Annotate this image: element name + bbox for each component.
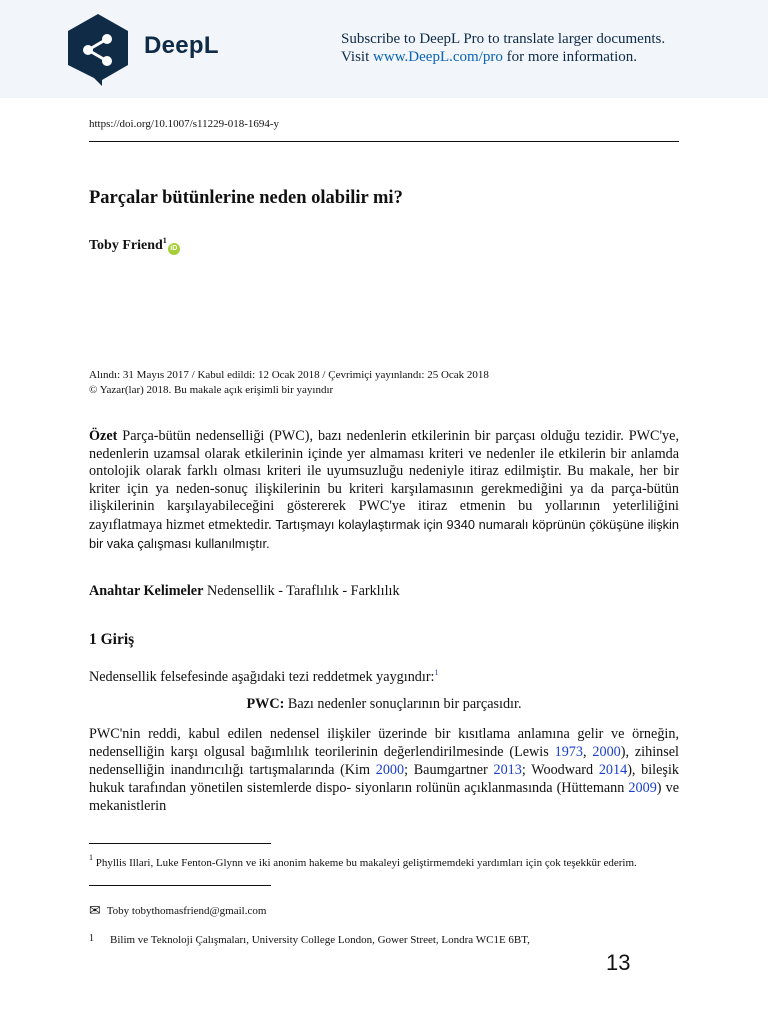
para-text: ; Baumgartner — [404, 762, 494, 778]
journal-mark-text: 13 — [606, 951, 631, 973]
author-line — [89, 236, 180, 255]
deepl-pro-link[interactable]: www.DeepL.com/pro — [373, 49, 503, 65]
author-name: Toby Friend — [89, 238, 163, 253]
section-heading: 1 Giriş — [89, 631, 135, 648]
contact-line — [89, 903, 266, 920]
dates-line: Alındı: 31 Mayıs 2017 / Kabul edildi: 12 Ocak 2018 / Çevrimiçi yayınlandı: 25 Ocak 2018 — [89, 369, 489, 381]
para-text: , — [582, 744, 593, 760]
abstract-tail: Tartışmayı kolaylaştırmak için 9340 numaralı köprünün çöküşüne ilişkin bir vaka çalışması kullanılmıştır. — [89, 516, 680, 551]
pwc-thesis — [0, 696, 768, 713]
affiliation-text: Bilim ve Teknoloji Çalışmaları, University College London, Gower Street, Londra WC1E 6BT, — [110, 934, 530, 946]
citation-link[interactable]: 2000 — [592, 744, 621, 760]
footnote — [89, 850, 679, 871]
para-text: ) ve mekanistlerin — [89, 780, 679, 814]
keywords-list: Nedensellik - Taraflılık - Farklılık — [203, 583, 400, 599]
footnote-text: Phyllis Illari, Luke Fenton-Glynn ve iki anonim hakeme bu makaleyi geliştirmemdeki yardımları için çok teşekkür ederim. — [93, 857, 637, 869]
promo-visit-text: Visit — [341, 49, 374, 65]
keywords-label: Anahtar Kelimeler — [89, 583, 204, 599]
pwc-text: Bazı nedenler sonuçlarının bir parçasıdır. — [284, 696, 522, 712]
intro-sentence — [89, 668, 439, 686]
author-affiliation-sup: 1 — [162, 236, 167, 245]
keywords-line — [89, 583, 400, 600]
paper-title: Parçalar bütünlerine neden olabilir mi? — [89, 188, 403, 208]
para-text: ; Woodward — [521, 762, 599, 778]
affiliation-number: 1 — [89, 933, 94, 944]
orcid-icon[interactable]: iD — [168, 243, 180, 255]
body-paragraph — [89, 725, 679, 815]
para-text: PWC'nin reddi, kabul edilen nedensel ilişkiler üzerinde bir kısıtlama anlamına gelir ve örneğin, nedenselliğin karşı olgusal bağımlılık teorilerinin değerlendirilmesinde (Lewis — [89, 726, 679, 760]
para-text: ), bileşik hukuk tarafından yönetilen sistemlerde dispo- siyonların rolünün açıklanmasında (Hüttemann — [89, 762, 679, 796]
deepl-logo-icon[interactable] — [64, 12, 132, 86]
mail-icon: ✉ — [89, 904, 101, 919]
promo-message — [341, 30, 665, 66]
citation-link[interactable]: 2000 — [375, 762, 405, 778]
promo-tail-text: for more information. — [502, 49, 637, 65]
footnote-ref-link[interactable]: 1 — [434, 668, 439, 677]
citation-link[interactable]: 2009 — [628, 780, 657, 796]
promo-line-1: Subscribe to DeepL Pro to translate larger documents. — [341, 31, 666, 47]
intro-text: Nedensellik felsefesinde aşağıdaki tezi reddetmek yaygındır: — [89, 669, 435, 685]
citation-link[interactable]: 2013 — [493, 762, 522, 778]
para-text: ), zihinsel nedenselliğin inandırıcılığı tartışmalarında (Kim — [89, 744, 679, 778]
promo-line-2 — [341, 48, 665, 66]
citation-link[interactable]: 1973 — [554, 744, 583, 760]
citation-link[interactable]: 2014 — [598, 762, 628, 778]
springer-journal-logo — [606, 951, 670, 973]
abstract-label: Özet — [89, 428, 118, 444]
abstract — [89, 428, 679, 553]
affiliation-line — [89, 933, 530, 946]
header-rule — [89, 141, 679, 142]
footnote-rule — [89, 843, 271, 844]
copyright-line: © Yazar(lar) 2018. Bu makale açık erişimli bir yayındır — [89, 384, 334, 396]
publication-dates — [89, 368, 489, 398]
deepl-logo-text: DeepL — [144, 32, 219, 59]
doi-link[interactable]: https://doi.org/10.1007/s11229-018-1694-y — [89, 118, 280, 130]
deepl-banner — [0, 0, 768, 98]
abstract-body: Parça-bütün nedenselliği (PWC), bazı nedenlerin etkilerinin bir parçası olduğu tezidir. PWC'ye, nedenlerin uzamsal olarak etkilerinin içinde yer almaması kriteri ve nedenler ile etkilerin bir anlamda ontolojik olarak farklı olması kriteri ile uyumsuzluğu nedeniyle itiraz edilmiştir. Bu makale, her bir kriter için ya neden-sonuç ilişkilerinin bu kriteri karşılamasının gerekmediğini ya da parça-bütün ilişkilerinin karşılayabileceğini göstererek PWC'ye itiraz etmenin bu yollarının yeterliliğini zayıflatmaya hizmet etmektedir. — [89, 428, 679, 533]
footnote-rule — [89, 885, 271, 886]
pwc-label: PWC: — [246, 696, 285, 712]
footnote-number: 1 — [89, 853, 93, 862]
email-text[interactable]: Toby tobythomasfriend@gmail.com — [106, 905, 267, 917]
